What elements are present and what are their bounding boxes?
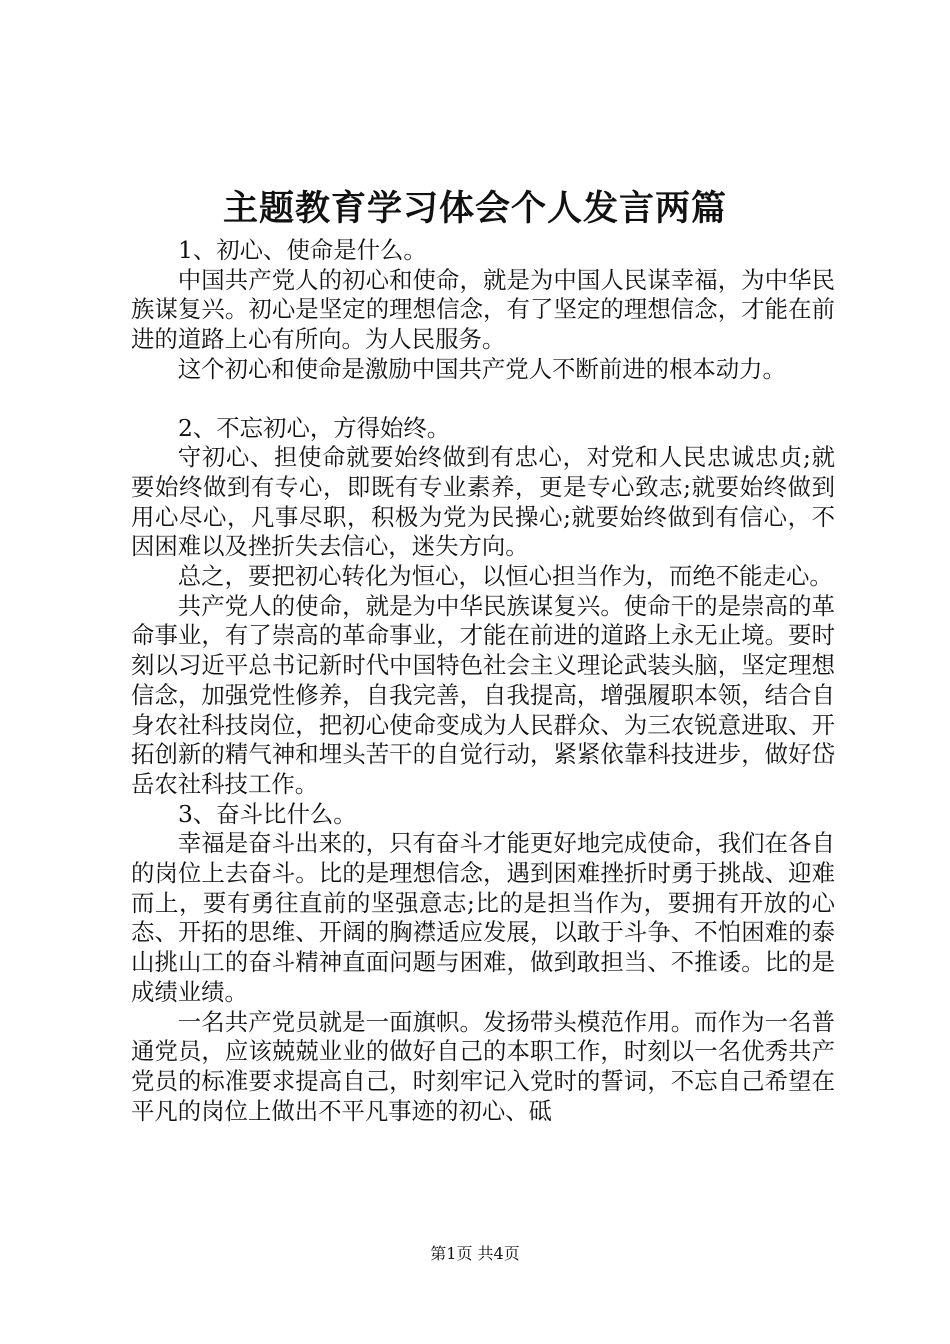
paragraph: 幸福是奋斗出来的，只有奋斗才能更好地完成使命，我们在各自的岗位上去奋斗。比的是理想信念，遇到困难挫折时勇于挑战、迎难而上，要有勇往直前的坚强意志;比的是担当作为，要拥有开放的心态、开拓的思维、开阔的胸襟适应发展，以敢于斗争、不怕困难的泰山挑山工的奋斗精神直面问题与困难，做到敢担当、不推诿。比的是成绩业绩。 bbox=[131, 829, 835, 1006]
paragraph: 中国共产党人的初心和使命，就是为中国人民谋幸福，为中华民族谋复兴。初心是坚定的理想信念，有了坚定的理想信念，才能在前进的道路上心有所向。为人民服务。 bbox=[131, 265, 835, 354]
page-footer: 第1页 共4页 bbox=[430, 1244, 520, 1263]
paragraph: 守初心、担使命就要始终做到有忠心，对党和人民忠诚忠贞;就要始终做到有专心，即既有专业素养，更是专心致志;就要始终做到用心尽心，凡事尽职，积极为党为民操心;就要始终做到有信心，不因困难以及挫折失去信心，迷失方向。 bbox=[131, 443, 835, 561]
section-heading: 2、不忘初心，方得始终。 bbox=[178, 413, 451, 442]
section-heading: 1、初心、使命是什么。 bbox=[178, 236, 427, 264]
paragraph: 一名共产党员就是一面旗帜。发扬带头模范作用。而作为一名普通党员，应该兢兢业业的做好自己的本职工作，时刻以一名优秀共产党员的标准要求提高自己，时刻牢记入党时的誓词，不忘自己希望在平凡的岗位上做出不平凡事迹的初心、砥 bbox=[131, 1007, 835, 1125]
section-heading: 3、奋斗比什么。 bbox=[178, 799, 357, 828]
paragraph: 共产党人的使命，就是为中华民族谋复兴。使命干的是崇高的革命事业，有了崇高的革命事业，才能在前进的道路上永无止境。要时刻以习近平总书记新时代中国特色社会主义理论武装头脑，坚定理想信念，加强党性修养，自我完善，自我提高，增强履职本领，结合自身农社科技岗位，把初心使命变成为人民群众、为三农锐意进取、开拓创新的精气神和埋头苦干的自觉行动，紧紧依靠科技进步，做好岱岳农社科技工作。 bbox=[131, 591, 835, 798]
paragraph: 这个初心和使命是激励中国共产党人不断前进的根本动力。 bbox=[177, 354, 786, 383]
document-body bbox=[131, 236, 835, 1126]
page-title: 主题教育学习体会个人发言两篇 bbox=[222, 188, 727, 229]
paragraph: 总之，要把初心转化为恒心，以恒心担当作为，而绝不能走心。 bbox=[177, 562, 833, 591]
